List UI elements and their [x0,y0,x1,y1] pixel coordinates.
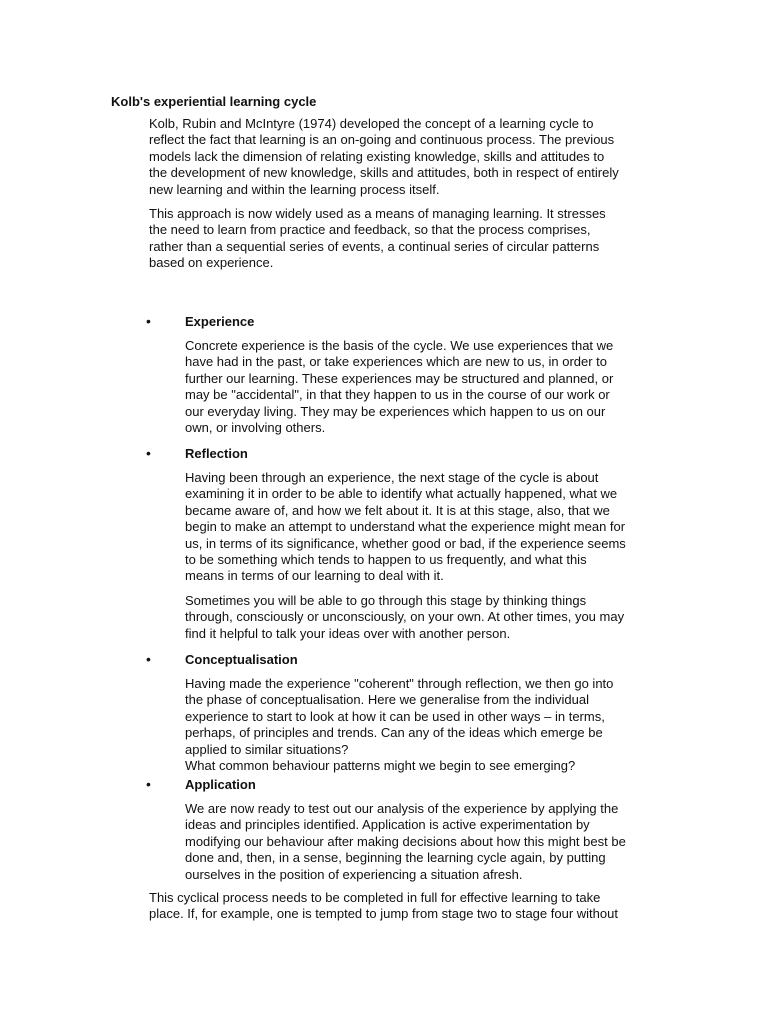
bullet-icon: • [146,313,151,329]
stage-text-experience: Concrete experience is the basis of the cycle. We use experiences that we have had in the past, or take experiences which are new to us, in order to further our learning. These experiences may be structured and planned, or may be "accidental", in that they happen to us in the course of our work or our everyday living. They may be experiences which happen to us on our own, or involving others. [185,338,614,436]
intro-paragraph: This approach is now widely used as a means of managing learning. It stresses the need to learn from practice and feedback, so that the process comprises, rather than a sequential series of events, a continual series of circular patterns based on experience. [149,206,606,271]
stage-title-application: Application [185,777,256,792]
bullet-icon: • [146,776,151,792]
stage-text-application: We are now ready to test out our analysis of the experience by applying the ideas and principles identified. Application is active experimentation by modifying our behaviour after making decisions about how this might best be done and, then, in a sense, beginning the learning cycle again, by putting ourselves in the position of experiencing a situation afresh. [185,801,626,882]
stage-text-reflection: Having been through an experience, the next stage of the cycle is about examining it in order to be able to identify what actually happened, what we became aware of, and how we felt about it. It is at this stage, also, that we begin to make an attempt to understand what the experience might mean for us, in terms of its significance, whether good or bad, if the experience seems to be something which tends to happen to us frequently, and what this means in terms of our learning to deal with it. [185,470,626,584]
bullet-icon: • [146,651,151,667]
stage-title-experience: Experience [185,314,255,329]
stage-text-conceptualisation: Having made the experience "coherent" through reflection, we then go into the phase of conceptualisation. Here we generalise from the individual experience to start to look at how it can be used in other ways – in terms, perhaps, of principles and trends. Can any of the ideas which emerge be applied to similar situations? What common behaviour patterns might we begin to see emerging? [185,676,614,774]
stage-title-reflection: Reflection [185,446,248,461]
bullet-icon: • [146,445,151,461]
closing-paragraph: This cyclical process needs to be completed in full for effective learning to take place. If, for example, one is tempted to jump from stage two to stage four without [149,890,618,922]
stage-title-conceptualisation: Conceptualisation [185,652,298,667]
intro-paragraph: Kolb, Rubin and McIntyre (1974) developed the concept of a learning cycle to reflect the fact that learning is an on-going and continuous process. The previous models lack the dimension of relating existing knowledge, skills and attitudes to the development of new knowledge, skills and attitudes, both in respect of entirely new learning and within the learning process itself. [149,116,619,197]
document-heading: Kolb's experiential learning cycle [111,94,317,109]
stage-text-reflection-2: Sometimes you will be able to go through this stage by thinking things through, consciously or unconsciously, on your own. At other times, you may find it helpful to talk your ideas over with another person. [185,593,625,641]
